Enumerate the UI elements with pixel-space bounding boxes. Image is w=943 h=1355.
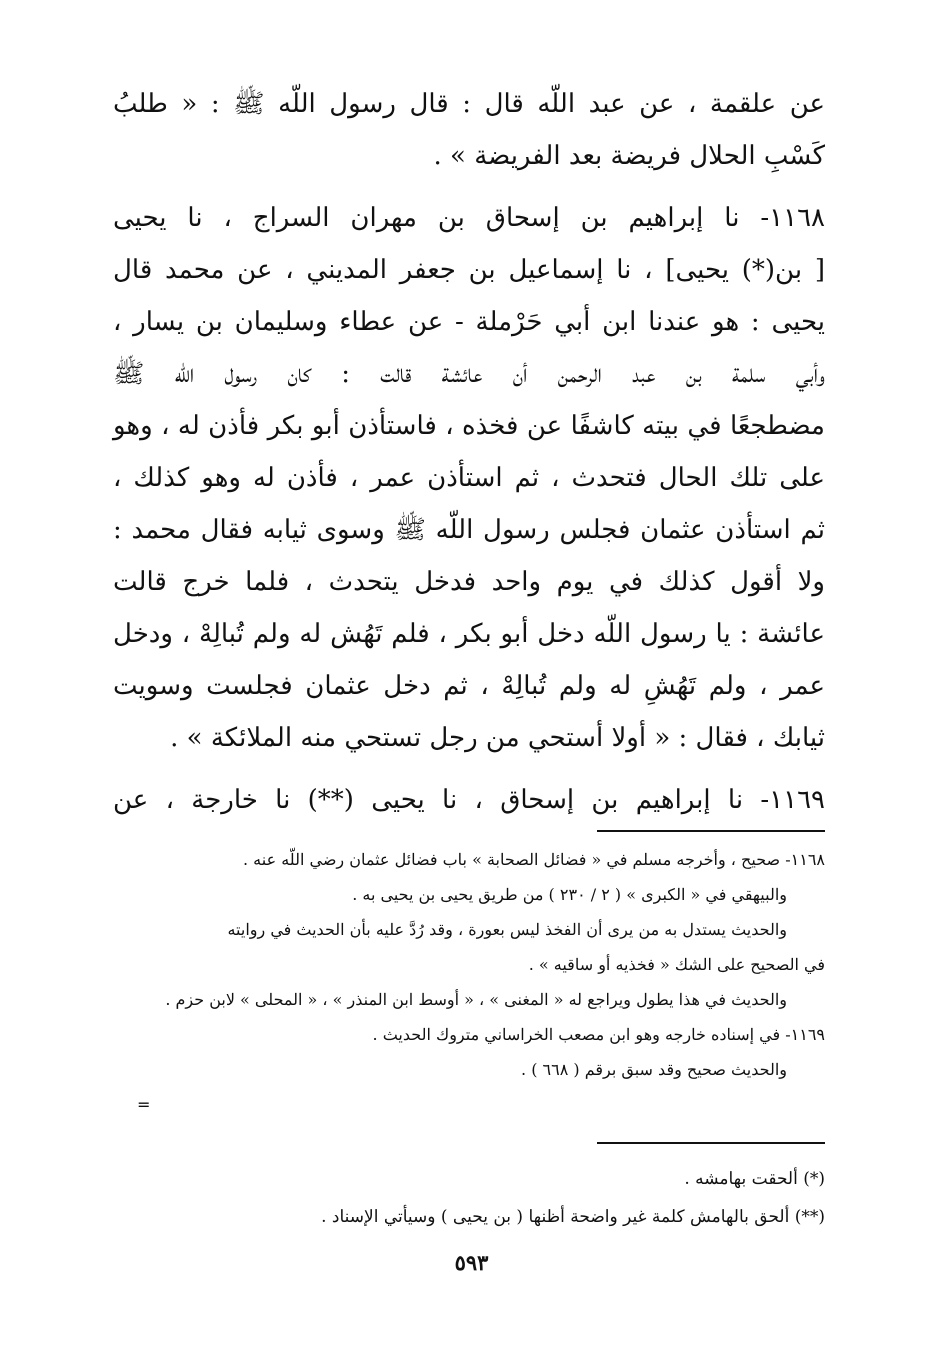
footnote-line: والبيهقي في « الكبرى » ( ٢ / ٢٣٠ ) من طريق يحيى بن يحيى به . bbox=[352, 885, 787, 904]
main-text bbox=[113, 78, 825, 826]
footnote-line: ١١٦٩- في إسناده خارجه وهو ابن مصعب الخراساني متروك الحديث . bbox=[372, 1025, 825, 1044]
text-line: ١١٦٨- نا إبراهيم بن إسحاق بن مهران السراج ، نا يحيى bbox=[113, 203, 825, 233]
text-line: [ بن(*) يحيى] ، نا إسماعيل بن جعفر المديني ، عن محمد قال bbox=[113, 255, 825, 285]
text-line: مضطجعًا في بيته كاشفًا عن فخذه ، فاستأذن أبو بكر فأذن له ، وهو bbox=[113, 411, 825, 441]
text-line: ثيابك ، فقال : « أولا أستحي من رجل تستحي منه الملائكة » . bbox=[170, 723, 825, 753]
footnote-divider bbox=[597, 830, 825, 832]
text-line: يحيى : هو عندنا ابن أبي حَرْملة - عن عطاء وسليمان بن يسار ، bbox=[113, 307, 825, 337]
footnote-line: ١١٦٨- صحيح ، وأخرجه مسلم في « فضائل الصحابة » باب فضائل عثمان رضي اللّه عنه . bbox=[243, 850, 825, 869]
editor-notes bbox=[113, 1160, 825, 1236]
footnote-line: والحديث يستدل به من يرى أن الفخذ ليس بعورة ، وقد رُدَّ عليه بأن الحديث في روايته bbox=[227, 920, 787, 939]
footnote-line: والحديث في هذا يطول ويراجع له « المغنى » ، « أوسط ابن المنذر » ، « المحلى » لابن حزم . bbox=[165, 990, 787, 1009]
footnote-line: والحديث صحيح وقد سبق برقم ( ٦٦٨ ) . bbox=[521, 1060, 787, 1079]
text-line: عن علقمة ، عن عبد اللّه قال : قال رسول اللّه ﷺ : « طلبُ bbox=[113, 89, 825, 119]
notes-divider bbox=[597, 1142, 825, 1144]
note-line: (**) ألحق بالهامش كلمة غير واضحة أظنها ( بن يحيى ) وسيأتي الإسناد . bbox=[321, 1207, 825, 1227]
text-line: عمر ، ولم تَهُشِ له ولم تُبالِهْ ، ثم دخل عثمان فجلست وسويت bbox=[113, 671, 825, 701]
text-line: على تلك الحال فتحدث ، ثم استأذن عمر ، فأذن له وهو كذلك ، bbox=[113, 463, 825, 493]
text-line: ولا أقول كذلك في يوم واحد فدخل يتحدث ، فلما خرج قالت bbox=[113, 567, 825, 597]
page-number: ٥٩٣ bbox=[454, 1250, 489, 1275]
text-line: عائشة : يا رسول اللّه دخل أبو بكر ، فلم تَهُش له ولم تُبالِهْ ، ودخل bbox=[113, 619, 825, 649]
footnote-line: في الصحيح على الشك « فخذيه أو ساقيه » . bbox=[528, 955, 825, 974]
text-line: وأبي سلمة بن عبد الرحمن أن عائشة قالت : كان رسول اللّه ﷺ bbox=[113, 359, 825, 389]
text-line: ١١٦٩- نا إبراهيم بن إسحاق ، نا يحيى (**) نا خارجة ، عن bbox=[113, 785, 825, 815]
note-line: (*) ألحقت بهامشه . bbox=[684, 1169, 825, 1189]
text-line: كَسْبِ الحلال فريضة بعد الفريضة » . bbox=[433, 141, 825, 171]
footnotes bbox=[113, 842, 825, 1087]
text-line: ثم استأذن عثمان فجلس رسول اللّه ﷺ وسوى ثيابه فقال محمد : bbox=[113, 515, 825, 545]
continuation-mark: = bbox=[137, 1095, 151, 1114]
